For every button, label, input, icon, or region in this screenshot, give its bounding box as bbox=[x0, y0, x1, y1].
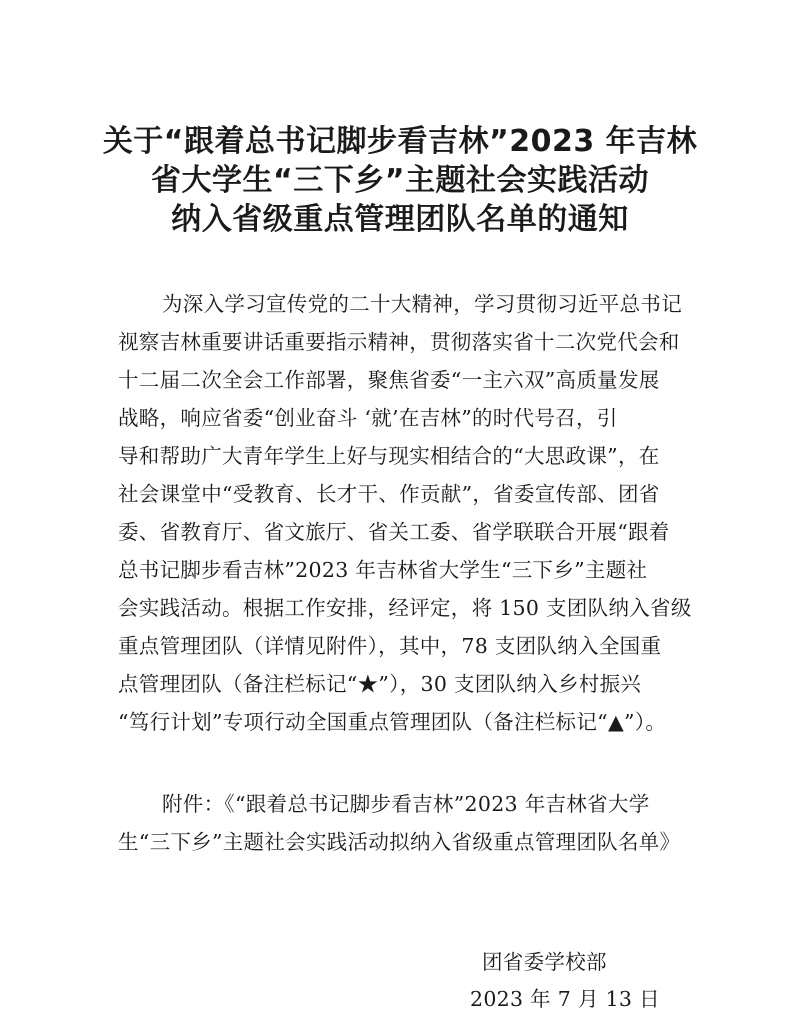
body-line: 总书记脚步看吉林”2023 年吉林省大学生“三下乡”主题社 bbox=[118, 558, 648, 582]
body-line: “笃行计划”专项行动全国重点管理团队（备注栏标记“▲”）。 bbox=[118, 710, 667, 734]
body-line: 社会课堂中“受教育、长才干、作贡献”，省委宣传部、团省 bbox=[118, 482, 660, 506]
body-line: 战略，响应省委“创业奋斗 ‘就’在吉林”的时代号召，引 bbox=[118, 406, 618, 430]
body-line: 导和帮助广大青年学生上好与现实相结合的“大思政课”，在 bbox=[118, 444, 660, 468]
attachment-line: 附件：《“跟着总书记脚步看吉林”2023 年吉林省大学 bbox=[162, 792, 650, 816]
body-line: 为深入学习宣传党的二十大精神，学习贯彻习近平总书记 bbox=[162, 292, 682, 316]
title-line: 关于“跟着总书记脚步看吉林”2023 年吉林 bbox=[102, 124, 698, 159]
title-line: 纳入省级重点管理团队名单的通知 bbox=[171, 202, 629, 237]
body-line: 会实践活动。根据工作安排，经评定，将 150 支团队纳入省级 bbox=[118, 596, 692, 620]
document-title bbox=[60, 122, 740, 239]
attachment-line: 生“三下乡”主题社会实践活动拟纳入省级重点管理团队名单》 bbox=[118, 830, 681, 854]
title-line: 省大学生“三下乡”主题社会实践活动 bbox=[151, 163, 649, 198]
body-line: 十二届二次全会工作部署，聚焦省委“一主六双”高质量发展 bbox=[118, 368, 660, 392]
body-line: 点管理团队（备注栏标记“★”），30 支团队纳入乡村振兴 bbox=[118, 672, 642, 696]
body-line: 委、省教育厅、省文旅厅、省关工委、省学联联合开展“跟着 bbox=[118, 520, 670, 544]
issue-date: 2023 年 7 月 13 日 bbox=[470, 987, 660, 1011]
issuing-organization: 团省委学校部 bbox=[482, 950, 607, 974]
body-line: 重点管理团队（详情见附件），其中，78 支团队纳入全国重 bbox=[118, 634, 662, 658]
body-line: 视察吉林重要讲话重要指示精神，贯彻落实省十二次党代会和 bbox=[118, 330, 680, 354]
